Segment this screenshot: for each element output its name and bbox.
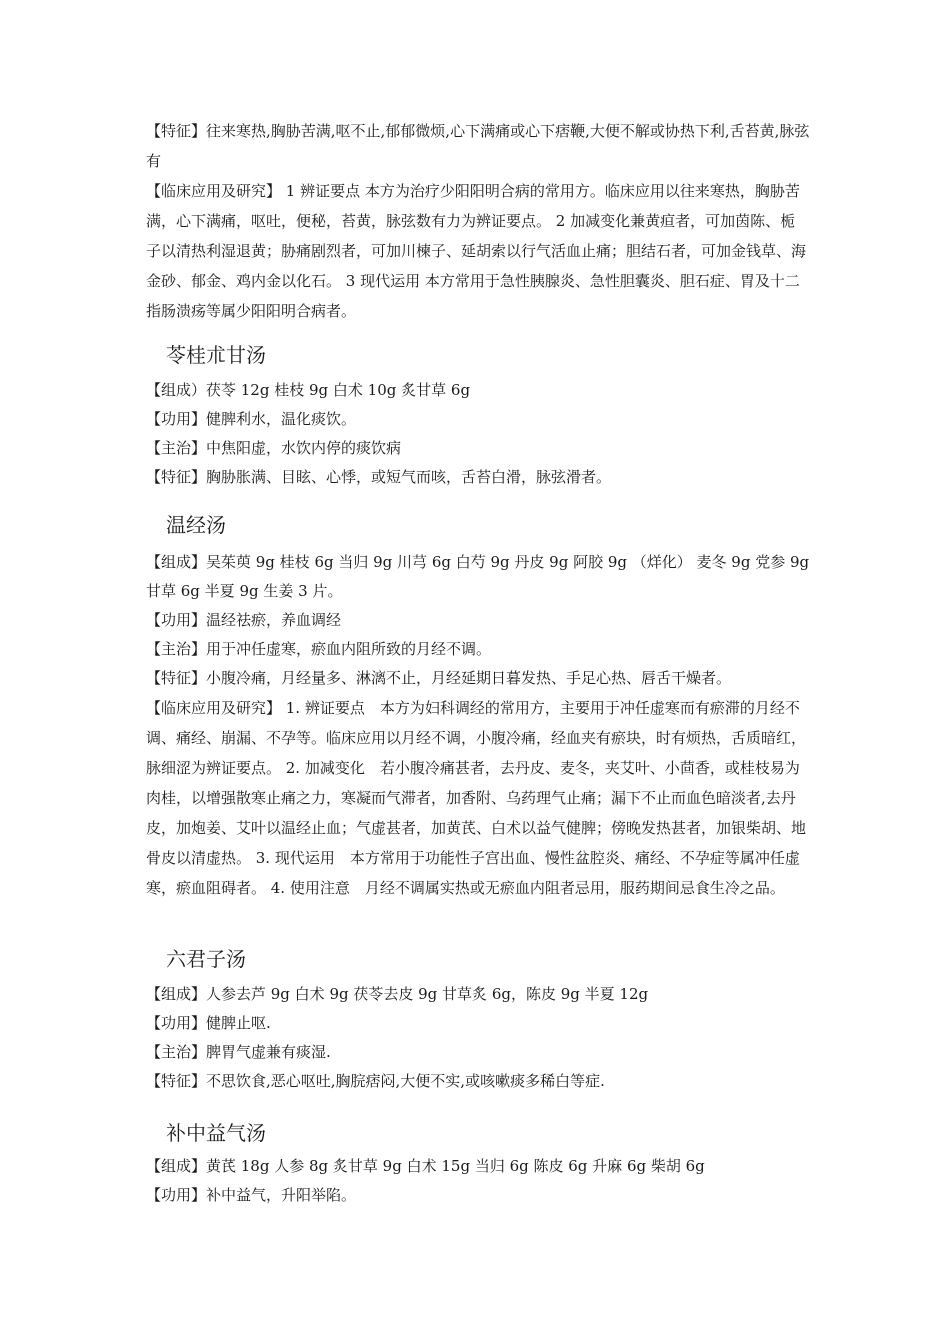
- zucheng-line: 【组成】黄芪 18g 人参 8g 炙甘草 9g 白术 15g 当归 6g 陈皮 6g 升麻 6g 柴胡 6g: [146, 1157, 705, 1175]
- formula-section: [146, 548, 810, 903]
- gongyong-line: 【功用】健脾利水，温化痰饮。: [146, 410, 357, 428]
- tezheng-line: 【特征】小腹冷痛，月经量多、淋漓不止，月经延期日暮发热、手足心热、唇舌干燥者。: [146, 669, 732, 687]
- section-continued: [146, 116, 810, 326]
- formula-section: [146, 376, 810, 492]
- formula-title: 六君子汤: [166, 947, 246, 971]
- zucheng-line: 【组成】吴茱萸 9g 桂枝 6g 当归 9g 川芎 6g 白芍 9g 丹皮 9g 阿胶 9g （烊化） 麦冬 9g 党参 9g 甘草 6g 半夏 9g 生姜 3 片。: [146, 553, 810, 600]
- tezheng-paragraph: 【特征】往来寒热,胸胁苦满,呕不止,郁郁微烦,心下满痛或心下痞鞭,大便不解或协热下利,舌苔黄,脉弦有: [146, 122, 810, 170]
- formula-section: [146, 980, 810, 1096]
- zhuzhi-line: 【主治】中焦阳虚，水饮内停的痰饮病: [146, 439, 402, 457]
- formula-title: 苓桂朮甘汤: [166, 343, 266, 367]
- formula-title: 补中益气汤: [166, 1121, 266, 1145]
- linchuang-paragraph: 【临床应用及研究】 1. 辨证要点 本方为妇科调经的常用方，主要用于冲任虚寒而有瘀滞的月经不调、痛经、崩漏、不孕等。临床应用以月经不调，小腹冷痛，经血夹有瘀块，时有烦热，舌质暗红，脉细涩为辨证要点。 2. 加减变化 若小腹冷痛甚者，去丹皮、麦冬，夹艾叶、小茴香，或桂枝易为肉桂，以增强散寒止痛之力，寒凝而气滞者，加香附、乌药理气止痛；漏下不止而血色暗淡者,去丹皮，加炮姜、艾叶以温经止血；气虚甚者，加黄芪、白术以益气健脾；傍晚发热甚者，加银柴胡、地骨皮以清虚热。 3. 现代运用 本方常用于功能性子宫出血、慢性盆腔炎、痛经、不孕症等属冲任虚寒，瘀血阻碍者。 4. 使用注意 月经不调属实热或无瘀血内阻者忌用，服药期间忌食生冷之品。: [146, 699, 807, 897]
- tezheng-line: 【特征】不思饮食,恶心呕吐,胸脘痞闷,大便不实,或咳嗽痰多稀白等症.: [146, 1072, 605, 1090]
- linchuang-paragraph: 【临床应用及研究】 1 辨证要点 本方为治疗少阳阳明合病的常用方。临床应用以往来寒热，胸胁苦满，心下满痛，呕吐，便秘，苔黄，脉弦数有力为辨证要点。 2 加减变化兼黄疸者，可加茵陈、栀子以清热利湿退黄；胁痛剧烈者，可加川楝子、延胡索以行气活血止痛；胆结石者，可加金钱草、海金砂、郁金、鸡内金以化石。 3 现代运用 本方常用于急性胰腺炎、急性胆囊炎、胆石症、胃及十二指肠溃疡等属少阳阳明合病者。: [146, 182, 807, 320]
- formula-section: [146, 1152, 810, 1210]
- zhuzhi-line: 【主治】脾胃气虚兼有痰湿.: [146, 1043, 331, 1061]
- tezheng-line: 【特征】胸胁胀满、目眩、心悸，或短气而咳，舌苔白滑，脉弦滑者。: [146, 468, 612, 486]
- gongyong-line: 【功用】健脾止呕.: [146, 1014, 271, 1032]
- formula-title: 温经汤: [166, 513, 226, 537]
- zucheng-line: 【组成）茯苓 12g 桂枝 9g 白术 10g 炙甘草 6g: [146, 381, 471, 399]
- zucheng-line: 【组成】人参去芦 9g 白术 9g 茯苓去皮 9g 甘草炙 6g，陈皮 9g 半夏 12g: [146, 985, 649, 1003]
- gongyong-line: 【功用】补中益气，升阳举陷。: [146, 1186, 357, 1204]
- zhuzhi-line: 【主治】用于冲任虚寒，瘀血内阻所致的月经不调。: [146, 640, 492, 658]
- gongyong-line: 【功用】温经祛瘀，养血调经: [146, 611, 342, 629]
